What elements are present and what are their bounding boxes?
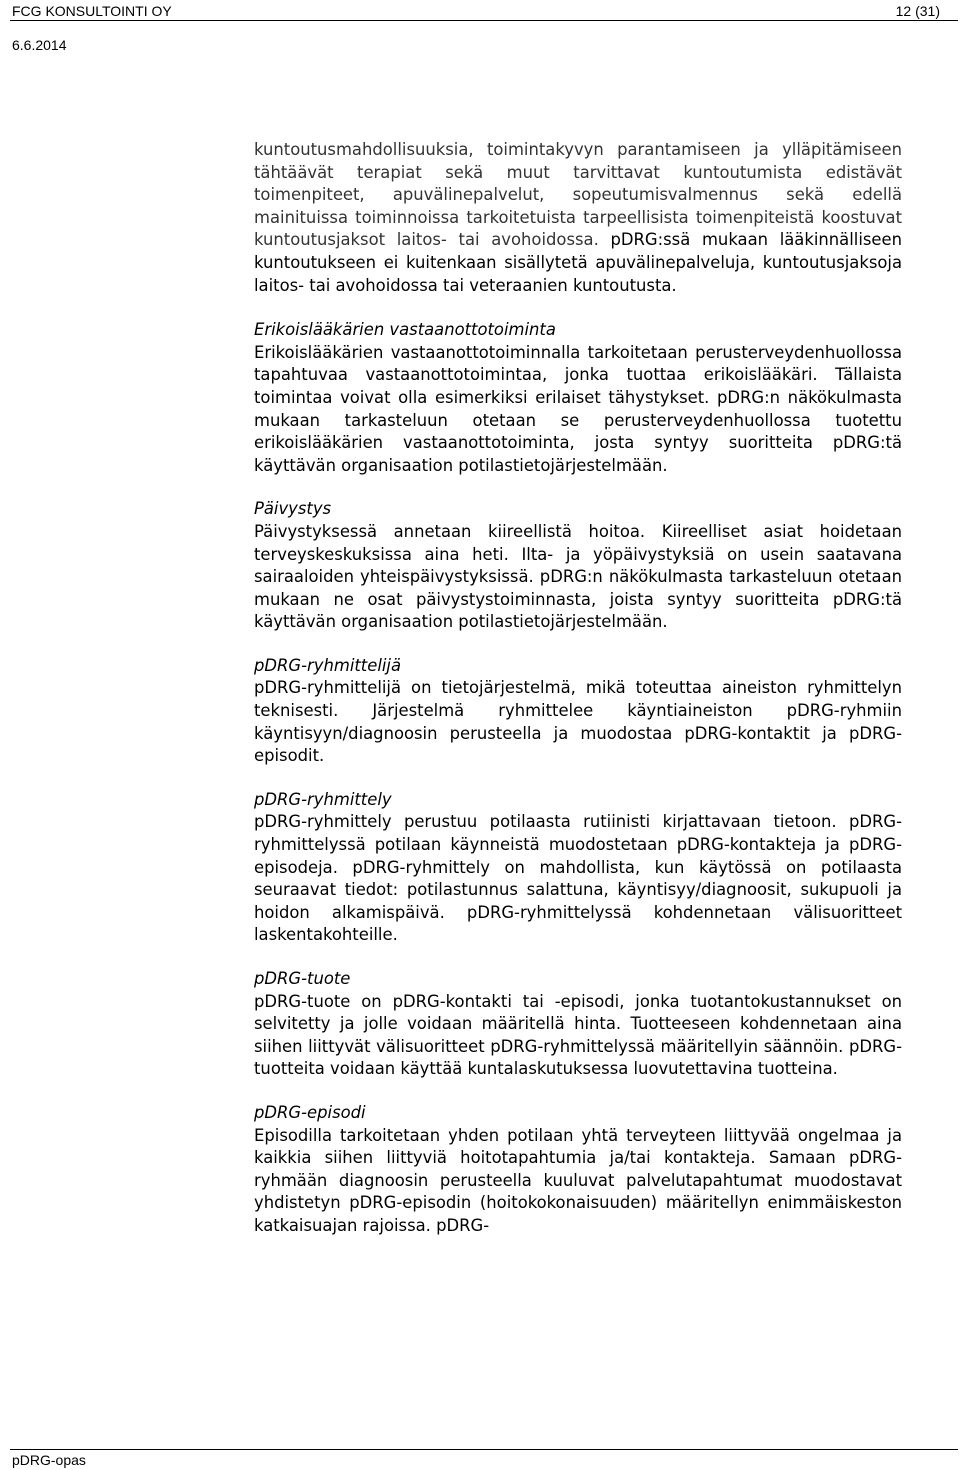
section-text: Episodilla tarkoitetaan yhden potilaan yhtä terveyteen liittyvää ongelmaa ja kaikkia siihen liittyviä hoitotapahtumia ja/tai kontakteja. Samaan pDRG-ryhmään diagnoosin perusteella kuuluvat palvelutapahtumat muodostavat yhdistetyn pDRG-episodin (hoitokokonaisuuden) määritellyn enimmäiskeston katkaisuajan rajoissa. pDRG- xyxy=(254,1125,902,1235)
section-heading: pDRG-ryhmittelijä xyxy=(254,655,402,675)
intro-text-2: pDRG:ssä mukaan lääkinnälliseen kuntoutukseen ei kuitenkaan sisällytetä apuvälinepalveluja, kuntoutusjaksoja laitos- tai avohoidossa tai veteraanien kuntoutusta. xyxy=(254,230,902,295)
section-text: pDRG-ryhmittelijä on tietojärjestelmä, mikä toteuttaa aineiston ryhmittelyn teknisesti. Järjestelmä ryhmittelee käyntiaineiston pDRG-ryhmiin käyntisyyn/diagnoosin perusteella ja muodostaa pDRG-kontaktit ja pDRG-episodit. xyxy=(254,678,902,766)
section-text: Erikoislääkärien vastaanottotoiminnalla tarkoitetaan perusterveydenhuollossa tapahtuvaa vastaanottotoimintaa, jonka tuottaa erikoislääkäri. Tällaista toimintaa voivat olla esimerkiksi erilaiset tähystykset. pDRG:n näkökulmasta mukaan tarkasteluun otetaan se perusterveydenhuollossa tuotettu erikoislääkärien vastaanottotoiminta, josta syntyy suoritteita pDRG:tä käyttävän organisaation potilastietojärjestelmään. xyxy=(254,342,902,475)
page-number: 12 (31) xyxy=(895,3,940,19)
section-ryhmittely xyxy=(254,789,902,947)
section-text: pDRG-tuote on pDRG-kontakti tai -episodi, jonka tuotantokustannukset on selvitetty ja jolle voidaan määritellä hinta. Tuotteeseen kohdennetaan aina siihen liittyvät välisuoritteet pDRG-ryhmittelyssä määritellyin säännöin. pDRG-tuotteita voidaan käyttää kuntalaskutuksessa luovutettavina tuotteina. xyxy=(254,991,902,1079)
intro-text-1: kuntoutusmahdollisuuksia, toimintakyvyn parantamiseen ja ylläpitämiseen tähtäävät terapiat sekä muut tarvittavat kuntoutumista edistävät toimenpiteet, apuvälinepalvelut, sopeutumisvalmennus sekä edellä mainituissa toiminnoissa tarkoitetuista tarpeellisista toimenpiteistä koostuvat kuntoutusjaksot laitos- tai avohoidossa. xyxy=(254,140,902,250)
header-rule xyxy=(10,20,958,21)
document-date: 6.6.2014 xyxy=(12,37,67,53)
section-episodi xyxy=(254,1102,902,1238)
section-ryhmittelija xyxy=(254,655,902,768)
intro-paragraph xyxy=(254,139,902,297)
footer-label: pDRG-opas xyxy=(12,1452,86,1468)
section-text: Päivystyksessä annetaan kiireellistä hoitoa. Kiireelliset asiat hoidetaan terveyskeskuksissa aina heti. Ilta- ja yöpäivystyksiä on usein saatavana sairaaloiden yhteispäivystyksissä. pDRG:n näkökulmasta tarkasteluun otetaan mukaan ne osat päivystystoiminnasta, joista syntyy suoritteita pDRG:tä käyttävän organisaation potilastietojärjestelmään. xyxy=(254,521,902,632)
company-name: FCG KONSULTOINTI OY xyxy=(12,3,172,19)
section-heading: pDRG-ryhmittely xyxy=(254,789,392,809)
footer-rule xyxy=(10,1449,958,1450)
section-tuote xyxy=(254,968,902,1081)
section-heading: Päivystys xyxy=(254,499,332,519)
section-heading: pDRG-episodi xyxy=(254,1102,366,1122)
section-heading: Erikoislääkärien vastaanottotoiminta xyxy=(254,320,556,340)
section-text: pDRG-ryhmittely perustuu potilaasta rutiinisti kirjattavaan tietoon. pDRG-ryhmittelyssä potilaan käynneistä muodostetaan pDRG-kontakteja ja pDRG-episodeja. pDRG-ryhmittely on mahdollista, kun käytössä on potilaasta seuraavat tiedot: potilastunnus salattuna, käyntisyy/diagnoosit, sukupuoli ja hoidon alkamispäivä. pDRG-ryhmittelyssä kohdennetaan välisuoritteet laskentakohteille. xyxy=(254,812,902,945)
document-body xyxy=(254,139,902,1238)
section-paivystys xyxy=(254,498,902,634)
section-heading: pDRG-tuote xyxy=(254,969,351,988)
section-erikoislaakari xyxy=(254,319,902,477)
